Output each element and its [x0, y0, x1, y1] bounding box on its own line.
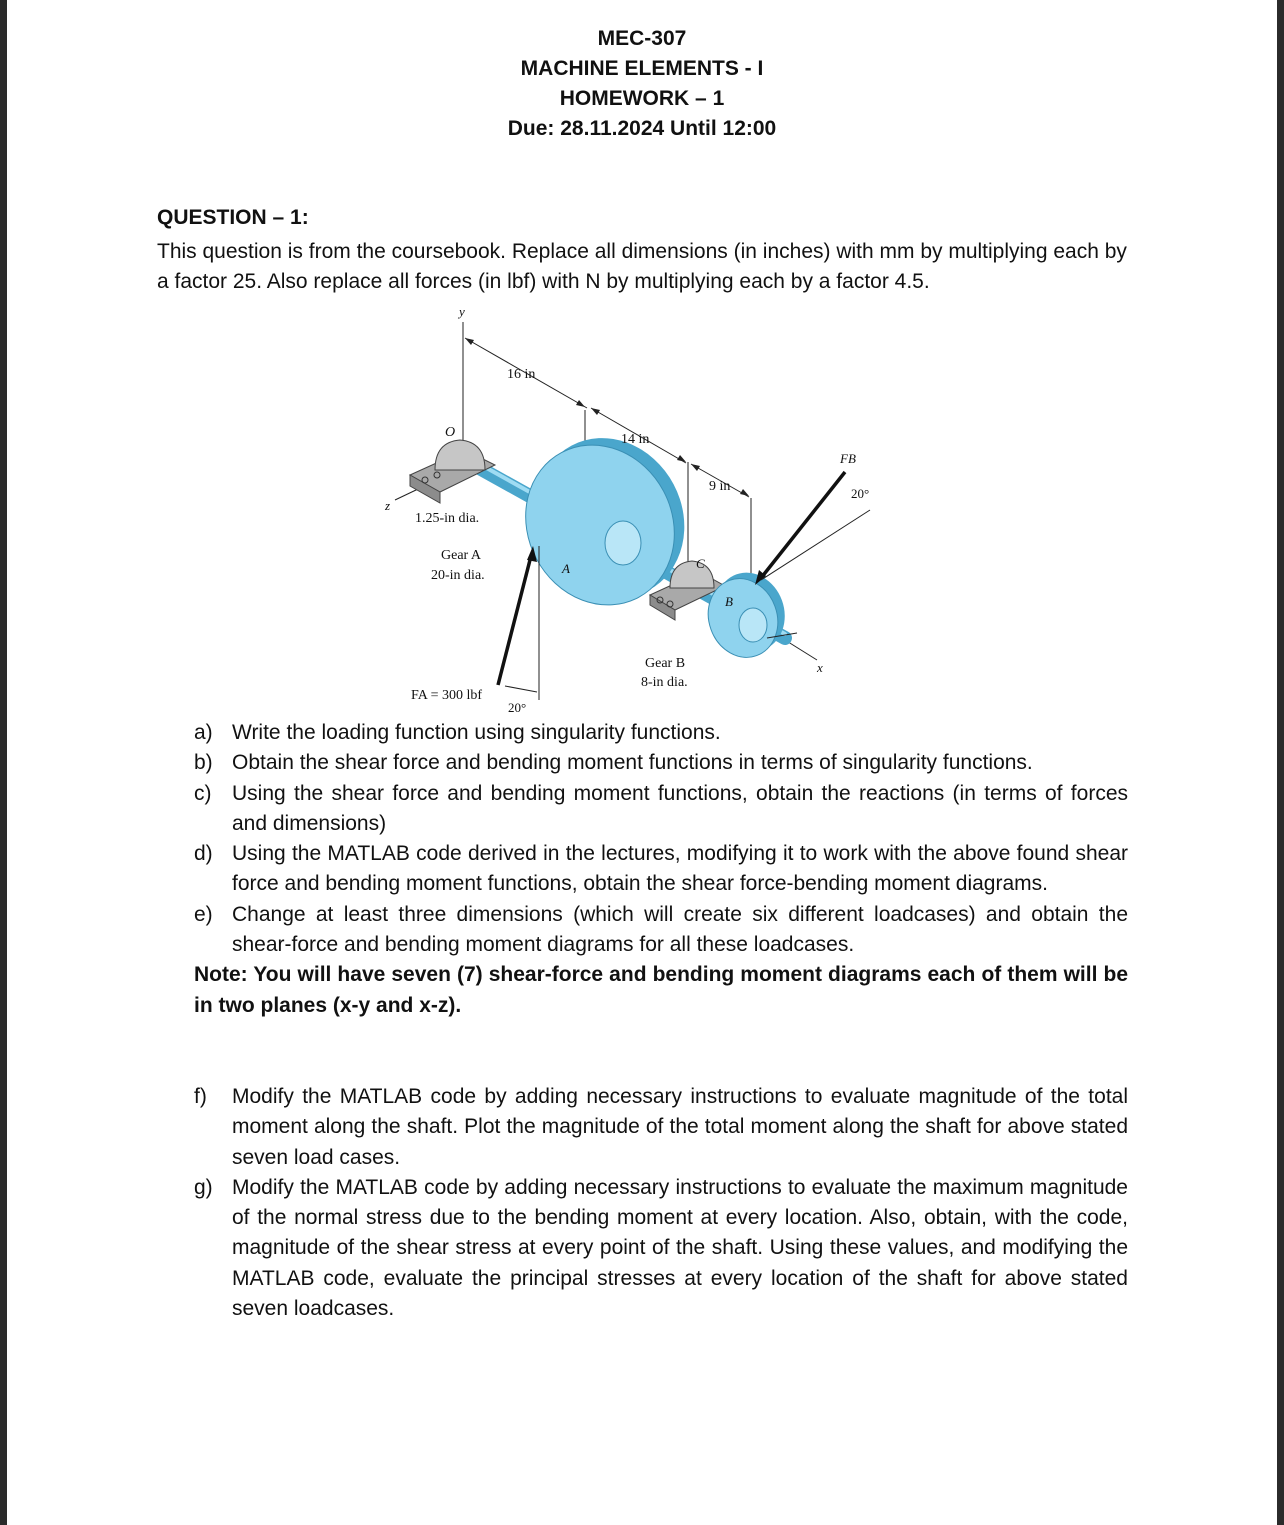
- item-label: b): [194, 751, 213, 775]
- label-point-a: A: [562, 561, 570, 576]
- label-gear-b: Gear B: [645, 656, 686, 671]
- due-date: Due: 28.11.2024 Until 12:00: [507, 117, 777, 140]
- course-title: MACHINE ELEMENTS - I: [520, 57, 764, 80]
- label-point-b: B: [725, 594, 733, 609]
- item-text: Using the shear force and bending moment functions, obtain the reactions (in terms of forces and dimensions): [232, 781, 1128, 835]
- item-text: Change at least three dimensions (which will create six different loadcases) and obtain the shear-force and bending moment diagrams for all these loadcases.: [232, 902, 1128, 957]
- label-gear-a-dia: 20-in dia.: [431, 568, 485, 583]
- force-a-arrow: [498, 546, 539, 700]
- question-title: QUESTION – 1:: [157, 206, 309, 229]
- label-gear-b-dia: 8-in dia.: [641, 675, 688, 690]
- label-dim-14: 14 in: [621, 432, 650, 447]
- list-item: [194, 718, 1128, 748]
- list-item: [194, 1173, 1128, 1324]
- label-axis-y: y: [459, 304, 465, 319]
- item-label: g): [194, 1175, 213, 1199]
- label-dim-9: 9 in: [709, 479, 731, 494]
- label-angle-b: 20°: [851, 486, 870, 501]
- label-force-a: FA = 300 lbf: [411, 688, 483, 703]
- question-intro: This question is from the coursebook. Replace all dimensions (in inches) with mm by multiplying each by a factor 25. Also replace all forces (in lbf) with N by multiplying each by a factor 4.5.: [157, 240, 1127, 293]
- label-dim-16: 16 in: [507, 367, 536, 382]
- label-origin: O: [445, 425, 456, 440]
- item-label: d): [194, 842, 213, 866]
- label-axis-z: z: [385, 498, 391, 513]
- list-item: [194, 779, 1128, 840]
- item-text: Modify the MATLAB code by adding necessary instructions to evaluate the maximum magnitude of the normal stress due to the bending moment at every location. Also, obtain, with the code, magnitude of the shear stress at every point of the shaft. Using these values, and modifying the MATLAB code, evaluate the principal stresses at every location of the shaft for above stated seven loadcases.: [232, 1175, 1128, 1321]
- task-list-2: [194, 1082, 1128, 1324]
- list-item: [194, 839, 1128, 900]
- item-label: e): [194, 902, 213, 926]
- item-text: Obtain the shear force and bending moment functions in terms of singularity functions.: [232, 751, 1033, 775]
- label-force-b: FB: [840, 451, 856, 466]
- note-text: Note: You will have seven (7) shear-force and bending moment diagrams each of them will be in two planes (x-y and x-z).: [194, 963, 1128, 1017]
- item-text: Write the loading function using singularity functions.: [232, 721, 721, 744]
- label-point-c: C: [696, 556, 705, 571]
- item-text: Modify the MATLAB code by adding necessary instructions to evaluate magnitude of the total moment along the shaft. Plot the magnitude of the total moment along the shaft for above stated seven load cases.: [232, 1085, 1128, 1169]
- document-header: [0, 24, 1284, 144]
- label-shaft-dia: 1.25-in dia.: [415, 511, 480, 526]
- label-gear-a: Gear A: [441, 548, 482, 563]
- list-item: [194, 900, 1128, 961]
- item-text: Using the MATLAB code derived in the lectures, modifying it to work with the above found shear force and bending moment functions, obtain the shear force-bending moment diagrams.: [232, 842, 1128, 896]
- item-label: a): [194, 721, 213, 744]
- bearing-o: [410, 440, 495, 503]
- item-label: c): [194, 781, 212, 805]
- item-label: f): [194, 1085, 207, 1108]
- task-list-1: [194, 718, 1128, 1021]
- label-angle-a: 20°: [508, 700, 527, 715]
- right-border: [1277, 0, 1284, 1525]
- label-axis-x: x: [817, 660, 823, 675]
- homework-title: HOMEWORK – 1: [559, 87, 725, 110]
- shaft-figure: [355, 300, 885, 720]
- list-item: [194, 748, 1128, 778]
- left-border: [0, 0, 7, 1525]
- course-code: MEC-307: [597, 27, 687, 50]
- list-item: [194, 1082, 1128, 1173]
